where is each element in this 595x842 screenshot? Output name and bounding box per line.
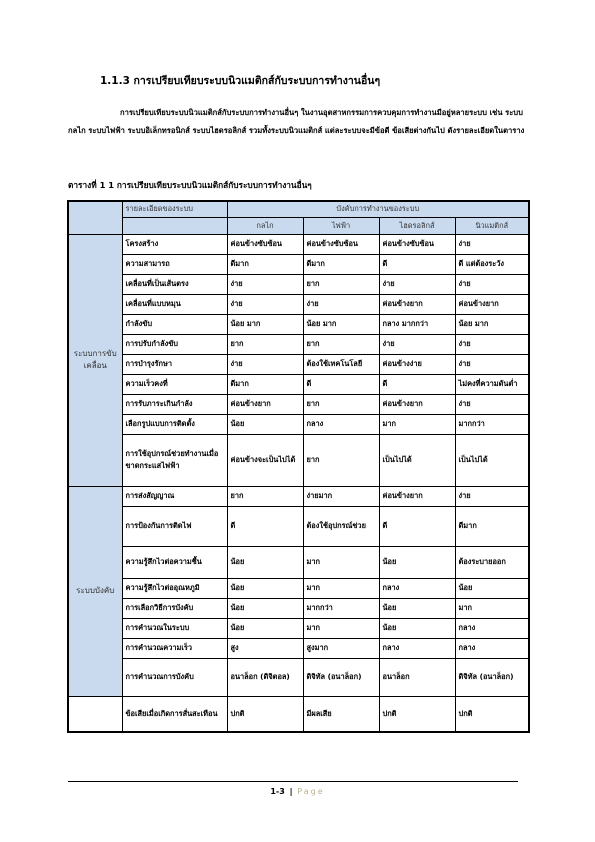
row-value: ค่อนข้างซับซ้อน (379, 234, 455, 254)
table-row (68, 506, 529, 546)
row-value: มาก (303, 618, 379, 638)
table-row (68, 486, 529, 506)
row-value: ง่าย (227, 274, 303, 294)
group-label: ระบบบังคับ (76, 586, 115, 595)
row-value: ง่าย (455, 394, 529, 414)
table-row (68, 354, 529, 374)
table-row (68, 414, 529, 434)
row-value: กลาง (303, 414, 379, 434)
row-value: ดี (379, 506, 455, 546)
row-value: ดี (379, 374, 455, 394)
row-value: กลาง (455, 638, 529, 658)
header-detail-cell: รายละเอียดของระบบ (122, 201, 227, 217)
row-value: อนาล็อก (379, 658, 455, 696)
row-value: น้อย (227, 414, 303, 434)
column-header-0: กลไก (227, 217, 303, 234)
table-column-header-row (68, 217, 529, 234)
footer-rule (68, 781, 518, 782)
row-value: ยาก (227, 334, 303, 354)
row-value: น้อย (227, 546, 303, 578)
last-row-blank-cell (68, 696, 122, 732)
row-value: น้อย (227, 598, 303, 618)
row-value: อนาล็อก (ดิจิตอล) (227, 658, 303, 696)
row-detail: ความสามารถ (122, 254, 227, 274)
row-value: สูง (227, 638, 303, 658)
row-value: ง่าย (303, 294, 379, 314)
row-value: ค่อนข้างง่าย (379, 354, 455, 374)
table-row (68, 578, 529, 598)
row-detail: ข้อเสียเมื่อเกิดการสั่นสะเทือน (122, 696, 227, 732)
row-value: ง่าย (455, 354, 529, 374)
intro-paragraph-text: การเปรียบเทียบระบบนิวแมติกส์กับระบบการทำงานอื่นๆ ในงานอุตสาหกรรมการควบคุมการทำงานมีอยู่หลายระบบ เช่น ระบบกลไก ระบบไฟฟ้า ระบบอิเล็กทรอนิกส์ ระบบไฮดรอลิกส์ รวมทั้งระบบนิวแมติกส์ แต่ละระบบจะมีข้อดี ข้อเสียต่างกันไป ดังรายละเอียดในตาราง (68, 108, 525, 135)
table-row (68, 254, 529, 274)
row-value: น้อย (379, 546, 455, 578)
table-last-row (68, 696, 529, 732)
row-value: ต้องระบายออก (455, 546, 529, 578)
intro-paragraph (68, 104, 530, 140)
row-value: น้อย (227, 578, 303, 598)
row-value: น้อย (227, 618, 303, 638)
row-value: ค่อนข้างยาก (379, 486, 455, 506)
row-value: ดี แต่ต้องระวัง (455, 254, 529, 274)
table-row (68, 314, 529, 334)
footer-separator: | (289, 787, 293, 796)
row-value: กลาง (455, 618, 529, 638)
row-value: ง่าย (227, 294, 303, 314)
row-value: ดีมาก (227, 374, 303, 394)
row-value: ดีมาก (303, 254, 379, 274)
row-value: ค่อนข้างยาก (379, 394, 455, 414)
row-value: ค่อนข้างซับซ้อน (227, 234, 303, 254)
row-value: ยาก (227, 486, 303, 506)
page-footer (0, 787, 595, 796)
row-detail: การใช้อุปกรณ์ช่วยทำงานเมื่อขาดกระแสไฟฟ้า (122, 434, 227, 486)
row-value: น้อย มาก (303, 314, 379, 334)
row-value: ดี (303, 374, 379, 394)
row-value: มีผลเสีย (303, 696, 379, 732)
table-row (68, 334, 529, 354)
row-value: ง่าย (455, 334, 529, 354)
row-value: น้อย (379, 598, 455, 618)
header-blank-cell (68, 201, 122, 234)
header-detail-blank-cell (122, 217, 227, 234)
row-detail: ความเร็วคงที่ (122, 374, 227, 394)
row-value: ดี (227, 506, 303, 546)
table-row (68, 374, 529, 394)
row-value: ง่าย (379, 274, 455, 294)
row-value: ค่อนข้างซับซ้อน (303, 234, 379, 254)
row-value: ค่อนข้างยาก (379, 294, 455, 314)
row-value: ดีมาก (455, 506, 529, 546)
row-value: ยาก (303, 274, 379, 294)
row-detail: การเลือกวิธีการบังคับ (122, 598, 227, 618)
row-value: ไม่คงที่ความดันต่ำ (455, 374, 529, 394)
table-row (68, 234, 529, 254)
row-value: มากกว่า (303, 598, 379, 618)
comparison-table (67, 200, 530, 733)
row-value: ง่าย (455, 234, 529, 254)
table-row (68, 274, 529, 294)
row-detail: การรับภาระเกินกำลัง (122, 394, 227, 414)
group-label: ระบบการขับเคลื่อน (73, 349, 117, 370)
table-row (68, 294, 529, 314)
table-header-row (68, 201, 529, 217)
group-label-cell (68, 486, 122, 696)
row-value: ค่อนข้างจะเป็นไปได้ (227, 434, 303, 486)
row-value: สูงมาก (303, 638, 379, 658)
row-value: ง่าย (455, 486, 529, 506)
table-row (68, 598, 529, 618)
row-value: น้อย (455, 578, 529, 598)
row-detail: การคำนวณความเร็ว (122, 638, 227, 658)
row-value: ปกติ (455, 696, 529, 732)
row-value: ค่อนข้างยาก (455, 294, 529, 314)
row-value: ง่าย (227, 354, 303, 374)
row-detail: ความรู้สึกไวต่ออุณหภูมิ (122, 578, 227, 598)
row-value: ดิจิทัล (อนาล็อก) (303, 658, 379, 696)
row-value: มาก (379, 414, 455, 434)
table-row (68, 658, 529, 696)
row-value: ง่าย (455, 274, 529, 294)
row-detail: เคลื่อนที่แบบหมุน (122, 294, 227, 314)
row-detail: กำลังขับ (122, 314, 227, 334)
row-value: กลาง มากกว่า (379, 314, 455, 334)
row-value: ค่อนข้างยาก (227, 394, 303, 414)
row-value: ต้องใช้เทคโนโลยี (303, 354, 379, 374)
row-value: เป็นไปได้ (455, 434, 529, 486)
table-row (68, 638, 529, 658)
group-label-cell (68, 234, 122, 486)
table-row (68, 434, 529, 486)
row-detail: การคำนวณการบังคับ (122, 658, 227, 696)
row-value: ปกติ (379, 696, 455, 732)
row-detail: เคลื่อนที่เป็นเส้นตรง (122, 274, 227, 294)
table-row (68, 546, 529, 578)
row-value: ง่ายมาก (303, 486, 379, 506)
row-detail: โครงสร้าง (122, 234, 227, 254)
row-value: มาก (455, 598, 529, 618)
row-value: ยาก (303, 334, 379, 354)
column-header-3: นิวแมติกส์ (455, 217, 529, 234)
row-value: ต้องใช้อุปกรณ์ช่วย (303, 506, 379, 546)
row-detail: เลือกรูปแบบการติดตั้ง (122, 414, 227, 434)
row-detail: การปรับกำลังขับ (122, 334, 227, 354)
row-value: มาก (303, 578, 379, 598)
row-value: กลาง (379, 578, 455, 598)
row-value: กลาง (379, 638, 455, 658)
row-value: น้อย มาก (227, 314, 303, 334)
row-value: ปกติ (227, 696, 303, 732)
row-value: ดีมาก (227, 254, 303, 274)
table-row (68, 618, 529, 638)
row-value: มาก (303, 546, 379, 578)
row-value: ยาก (303, 394, 379, 414)
column-header-1: ไฟฟ้า (303, 217, 379, 234)
row-detail: การคำนวณในระบบ (122, 618, 227, 638)
row-detail: การส่งสัญญาณ (122, 486, 227, 506)
row-detail: การบำรุงรักษา (122, 354, 227, 374)
page-number: 1-3 (270, 787, 285, 796)
row-value: ง่าย (379, 334, 455, 354)
table-row (68, 394, 529, 414)
header-group-cell: บังคับการทำงานของระบบ (227, 201, 529, 217)
row-value: มากกว่า (455, 414, 529, 434)
row-value: น้อย มาก (455, 314, 529, 334)
column-header-2: ไฮดรอลิกส์ (379, 217, 455, 234)
row-value: เป็นไปได้ (379, 434, 455, 486)
row-value: ดี (379, 254, 455, 274)
row-value: ดิจิทัล (อนาล็อก) (455, 658, 529, 696)
page-word: Page (297, 787, 325, 796)
row-value: น้อย (379, 618, 455, 638)
table-caption: ตารางที่ 1 1 การเปรียบเทียบระบบนิวแมติกส์กับระบบการทำงานอื่นๆ (68, 180, 312, 190)
section-heading: 1.1.3 การเปรียบเทียบระบบนิวแมติกส์กับระบบการทำงานอื่นๆ (100, 75, 381, 87)
row-detail: การป้องกันการติดไฟ (122, 506, 227, 546)
row-value: ยาก (303, 434, 379, 486)
row-detail: ความรู้สึกไวต่อความชื้น (122, 546, 227, 578)
